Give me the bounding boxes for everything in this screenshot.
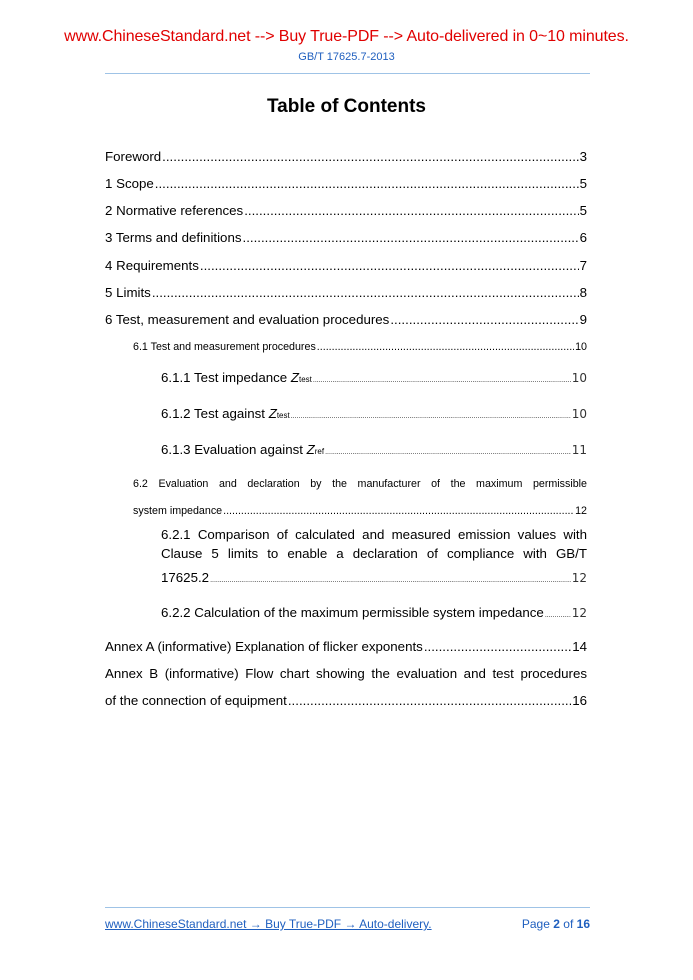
page-indicator: Page 2 of 16 <box>521 917 590 931</box>
toc-label: 6.1.2 Test against Ztest <box>161 406 290 421</box>
toc-entry-annex-a[interactable] <box>105 639 587 654</box>
toc-page: 10 <box>571 371 587 385</box>
toc-label: 3 Terms and definitions <box>105 230 242 245</box>
toc-label: 1 Scope <box>105 176 154 191</box>
toc-label: Foreword <box>105 149 162 164</box>
page-footer <box>105 917 590 931</box>
toc-page: 11 <box>571 443 587 457</box>
toc-label: 4 Requirements <box>105 258 199 273</box>
toc-label: system impedance <box>133 505 223 517</box>
toc-label: of the connection of equipment <box>105 693 287 708</box>
toc-page: 10 <box>571 407 587 421</box>
toc-label: 6.2.2 Calculation of the maximum permissible system impedance <box>161 605 544 620</box>
toc-entry-6-1-2[interactable] <box>161 406 587 421</box>
toc-entry-scope[interactable] <box>105 176 587 191</box>
toc-entry-6-1-1[interactable] <box>161 370 587 385</box>
footer-link[interactable]: www.ChineseStandard.net → Buy True-PDF → Auto-delivery. <box>105 917 432 931</box>
toc-page: 10 <box>575 341 587 353</box>
toc-page: 12 <box>575 505 587 517</box>
header-divider <box>105 73 590 74</box>
toc-entry-foreword[interactable] <box>105 149 587 164</box>
toc-entry-terms[interactable] <box>105 230 587 245</box>
top-banner-link[interactable]: www.ChineseStandard.net --> Buy True-PDF --> Auto-delivered in 0~10 minutes. <box>64 28 629 45</box>
toc-entry-normative-references[interactable] <box>105 203 587 218</box>
page-title: Table of Contents <box>266 96 427 117</box>
toc-entry-annex-b[interactable] <box>105 693 587 708</box>
toc-page: 12 <box>571 606 587 620</box>
toc-entry-6-2-1-line1[interactable]: 6.2.1 Comparison of calculated and measured emission values with <box>161 527 587 542</box>
toc-entry-test-procedures[interactable] <box>105 312 587 327</box>
toc-entry-6-1-3[interactable] <box>161 442 587 457</box>
toc-page: 8 <box>579 285 587 300</box>
footer-divider <box>105 907 590 908</box>
toc-entry-6-2-1-line2[interactable]: Clause 5 limits to enable a declaration of compliance with GB/T <box>161 546 587 561</box>
toc-label: 6.1.3 Evaluation against Zref <box>161 442 325 457</box>
toc-page: 14 <box>572 639 587 654</box>
toc-page: 7 <box>579 258 587 273</box>
toc-entry-6-2-1[interactable] <box>161 570 587 585</box>
toc-label: 6 Test, measurement and evaluation procedures <box>105 312 390 327</box>
toc-page: 5 <box>579 176 587 191</box>
toc-label: Annex A (informative) Explanation of flicker exponents <box>105 639 423 654</box>
toc-label: 17625.2 <box>161 570 210 585</box>
toc-label: 5 Limits <box>105 285 151 300</box>
toc-entry-limits[interactable] <box>105 285 587 300</box>
toc-page: 9 <box>579 312 587 327</box>
toc-page: 16 <box>572 693 587 708</box>
toc-label: 6.1 Test and measurement procedures <box>133 341 316 353</box>
toc-entry-requirements[interactable] <box>105 258 587 273</box>
standard-number: GB/T 17625.7-2013 <box>298 51 395 63</box>
toc-label: 2 Normative references <box>105 203 244 218</box>
toc-entry-6-1[interactable] <box>133 341 587 353</box>
toc-entry-6-2-line1[interactable]: 6.2 Evaluation and declaration by the manufacturer of the maximum permissible <box>133 478 587 490</box>
toc-page: 12 <box>571 571 587 585</box>
toc-entry-6-2-2[interactable] <box>161 605 587 620</box>
toc-label: 6.1.1 Test impedance Ztest <box>161 370 312 385</box>
toc-page: 5 <box>579 203 587 218</box>
toc-entry-annex-b-line1[interactable]: Annex B (informative) Flow chart showing the evaluation and test procedures <box>105 666 587 681</box>
toc-page: 6 <box>579 230 587 245</box>
toc-entry-6-2[interactable] <box>133 505 587 517</box>
toc-page: 3 <box>579 149 587 164</box>
